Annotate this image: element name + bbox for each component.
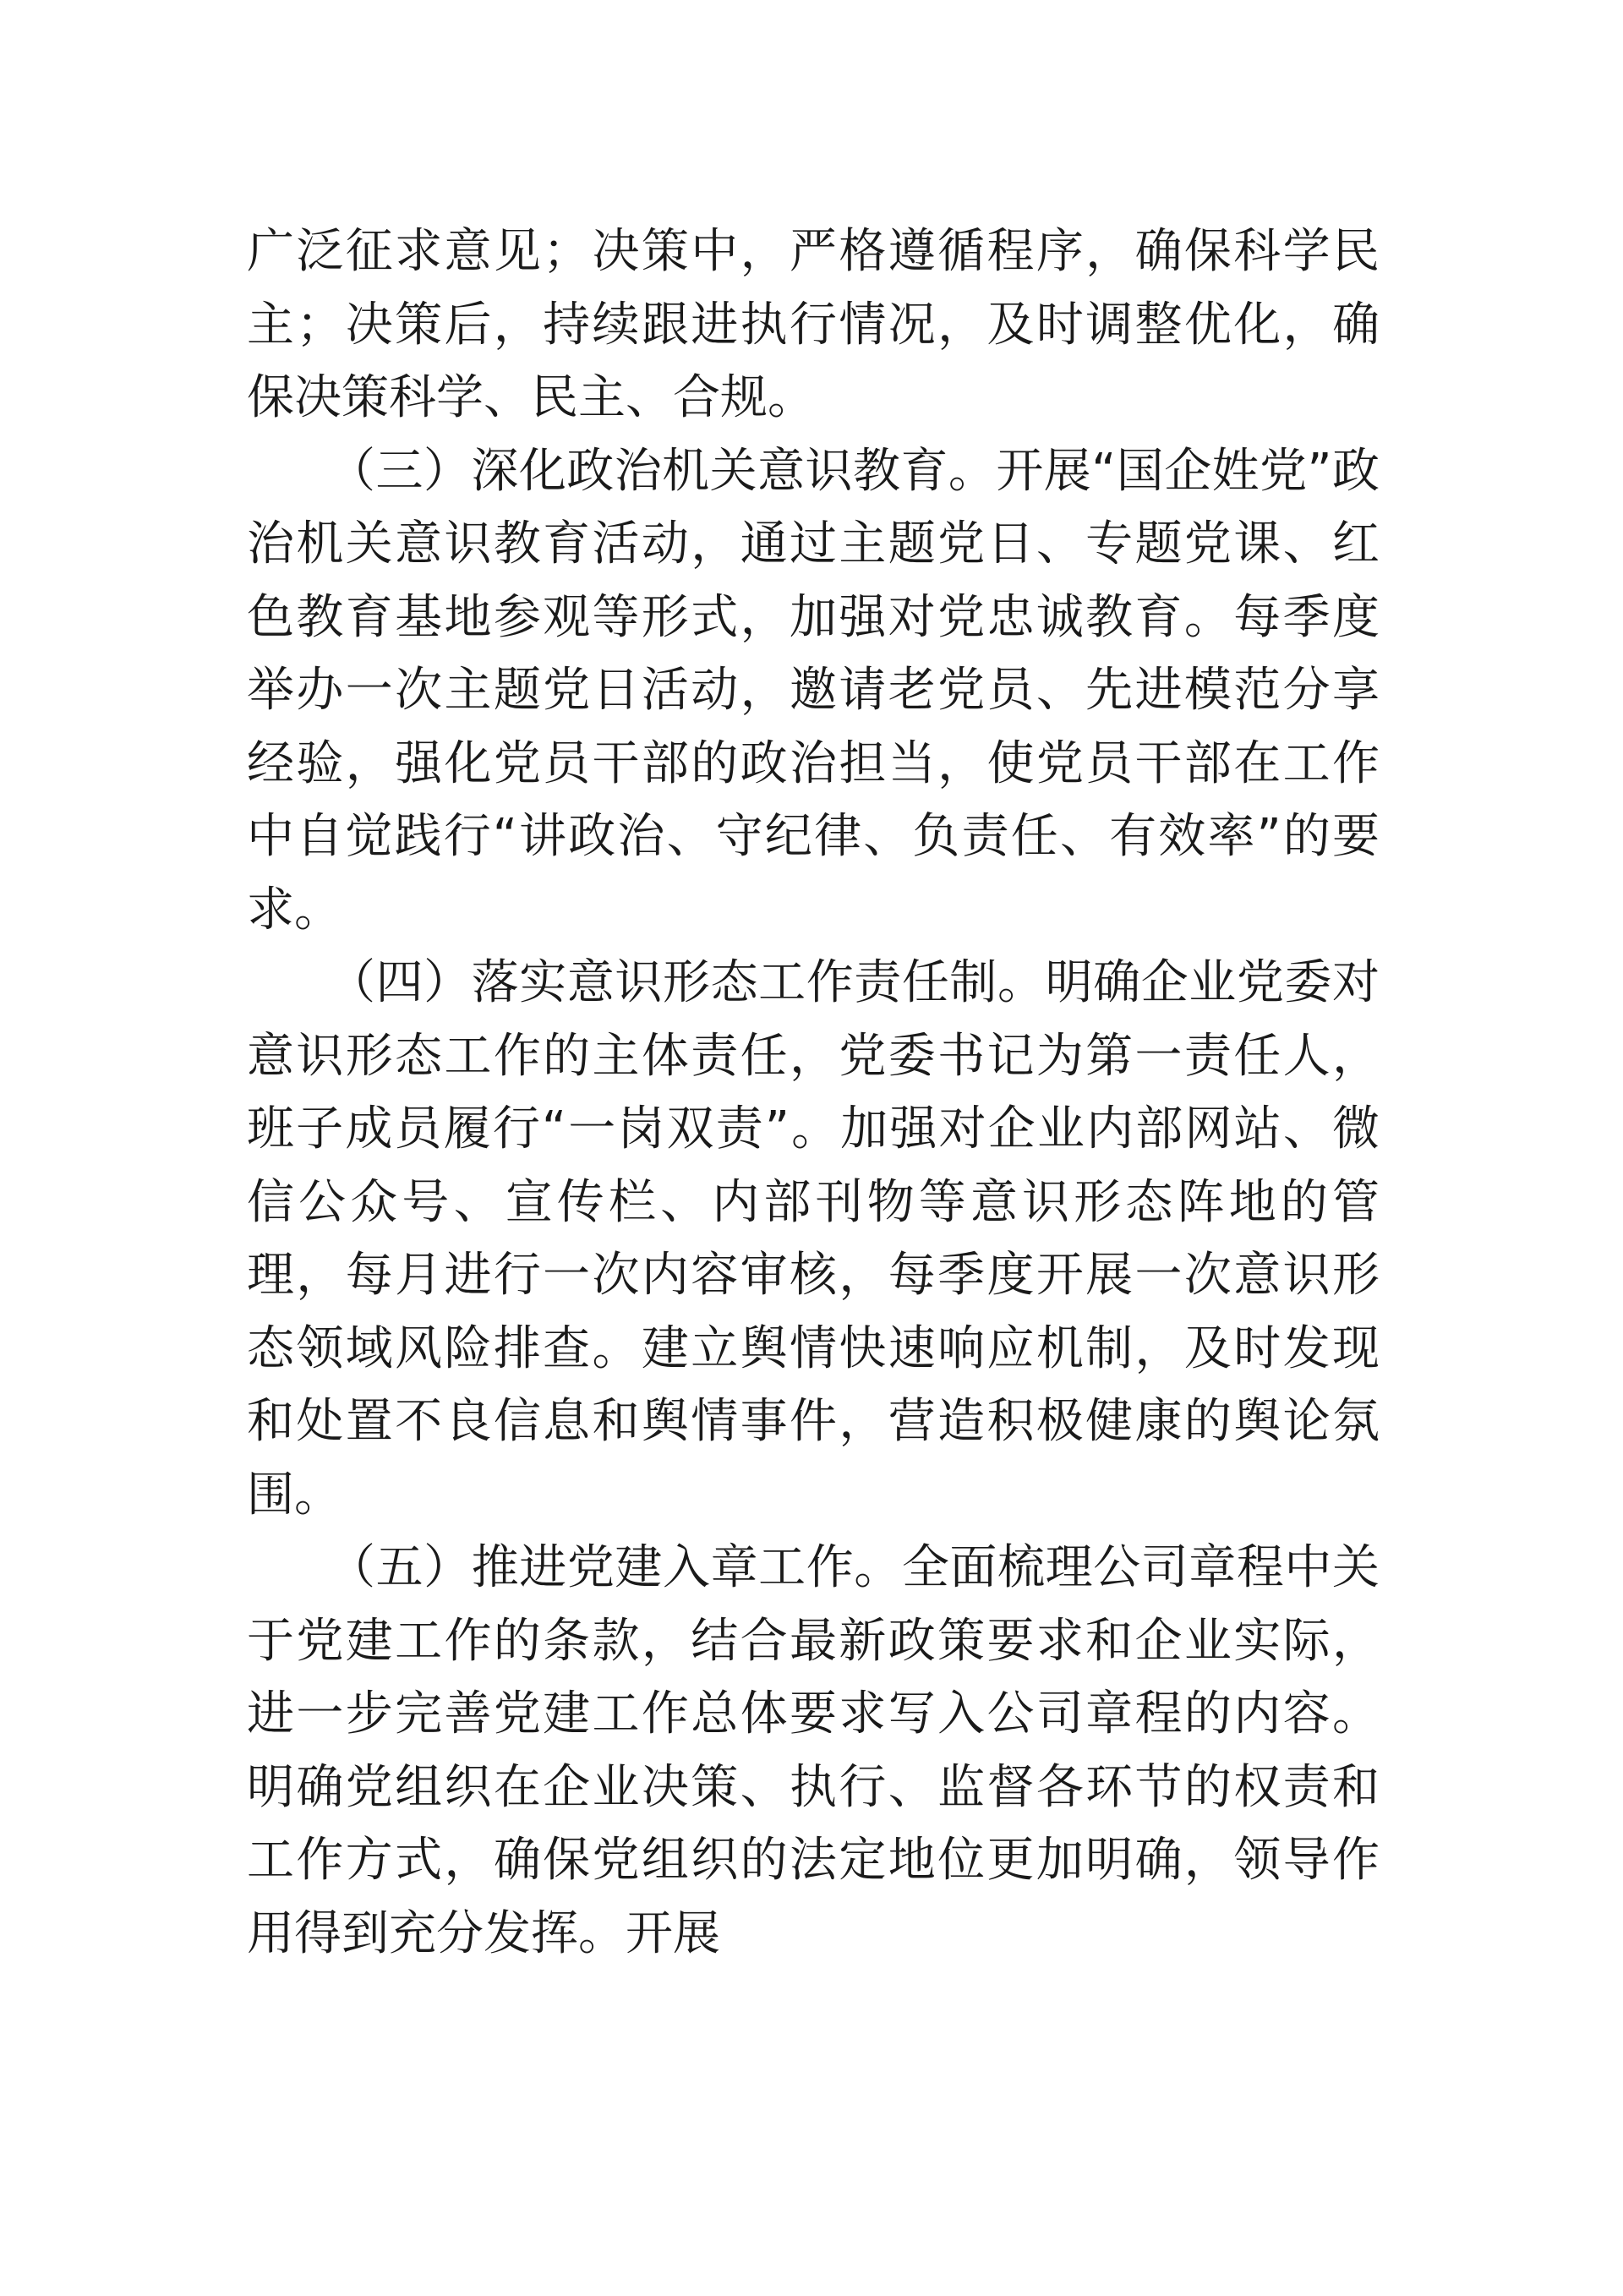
body-text — [247, 216, 1380, 1971]
paragraph-section-5: （五）推进党建入章工作。全面梳理公司章程中关于党建工作的条款，结合最新政策要求和企业实际，进一步完善党建工作总体要求写入公司章程的内容。明确党组织在企业决策、执行、监督各环节的权责和工作方式，确保党组织的法定地位更加明确，领导作用得到充分发挥。开展 — [247, 1540, 1380, 1961]
paragraph-section-4: （四）落实意识形态工作责任制。明确企业党委对意识形态工作的主体责任，党委书记为第一责任人，班子成员履行“一岗双责”。加强对企业内部网站、微信公众号、宣传栏、内部刊物等意识形态阵地的管理，每月进行一次内容审核，每季度开展一次意识形态领域风险排查。建立舆情快速响应机制，及时发现和处置不良信息和舆情事件，营造积极健康的舆论氛围。 — [247, 955, 1380, 1522]
paragraph-section-3: （三）深化政治机关意识教育。开展“国企姓党”政治机关意识教育活动，通过主题党日、专题党课、红色教育基地参观等形式，加强对党忠诚教育。每季度举办一次主题党日活动，邀请老党员、先进模范分享经验，强化党员干部的政治担当，使党员干部在工作中自觉践行“讲政治、守纪律、负责任、有效率”的要求。 — [247, 443, 1380, 938]
paragraph-continuation: 广泛征求意见；决策中，严格遵循程序，确保科学民主；决策后，持续跟进执行情况，及时调整优化，确保决策科学、民主、合规。 — [247, 224, 1380, 425]
